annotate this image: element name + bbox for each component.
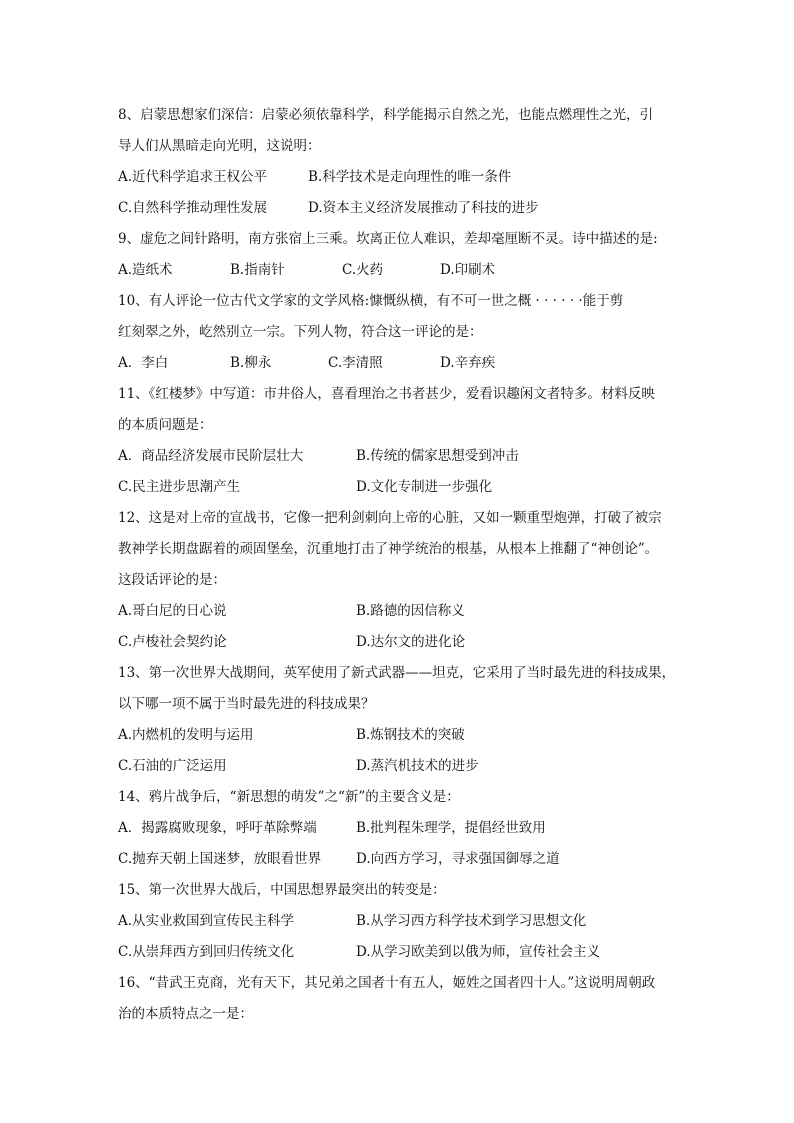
question-text: 13、第一次世界大战期间，英军使用了新式武器——坦克，它采用了当时最先进的科技成果， xyxy=(118,665,676,681)
option-b: B.传统的儒家思想受到冲击 xyxy=(356,448,519,464)
option-row xyxy=(118,193,678,224)
option-a: A.从实业救国到宣传民主科学 xyxy=(118,913,295,929)
option-d: D.从学习欧美到以俄为师，宣传社会主义 xyxy=(356,944,601,960)
option-d: D.文化专制进一步强化 xyxy=(356,479,493,495)
question-text: 治的本质特点之一是： xyxy=(118,1006,253,1022)
option-a: A.造纸术 xyxy=(118,262,173,278)
question-text: 12、这是对上帝的宣战书，它像一把利剑刺向上帝的心脏，又如一颗重型炮弹，打破了被宗 xyxy=(118,510,662,526)
option-row xyxy=(118,937,678,968)
question-text: 红刻翠之外，屹然别立一宗。下列人物，符合这一评论的是： xyxy=(118,324,483,340)
option-c: C.石油的广泛运用 xyxy=(118,758,227,774)
option-a: A．揭露腐败现象，呼吁革除弊端 xyxy=(118,820,317,836)
option-a: A.内燃机的发明与运用 xyxy=(118,727,254,743)
question-text: 8、启蒙思想家们深信：启蒙必须依靠科学，科学能揭示自然之光，也能点燃理性之光，引 xyxy=(118,107,654,123)
question-text: 教神学长期盘踞着的顽固堡垒，沉重地打击了神学统治的根基，从根本上推翻了“神创论”。 xyxy=(118,541,659,557)
option-d: D.蒸汽机技术的进步 xyxy=(356,758,479,774)
question-text: 的本质问题是： xyxy=(118,417,213,433)
option-row xyxy=(118,627,678,658)
option-row xyxy=(118,813,678,844)
question-16 xyxy=(118,968,678,1030)
option-row xyxy=(118,255,678,286)
option-b: B.批判程朱理学，提倡经世致用 xyxy=(356,820,546,836)
question-text: 10、有人评论一位古代文学家的文学风格:慷慨纵横，有不可一世之概 · · · · · ·能于剪 xyxy=(118,293,624,309)
option-row xyxy=(118,720,678,751)
option-b: B.柳永 xyxy=(230,355,272,371)
question-9 xyxy=(118,224,678,286)
option-b: B.从学习西方科学技术到学习思想文化 xyxy=(356,913,587,929)
option-a: A.近代科学追求王权公平 xyxy=(118,169,268,185)
question-14 xyxy=(118,782,678,875)
question-text: 9、虚危之间针路明，南方张宿上三乘。坎离正位人难识，差却毫厘断不灵。诗中描述的是: xyxy=(118,231,658,247)
option-b: B.指南针 xyxy=(230,262,285,278)
question-11 xyxy=(118,379,678,503)
option-b: B.路德的因信称义 xyxy=(356,603,465,619)
question-text: 这段话评论的是： xyxy=(118,572,226,588)
question-10 xyxy=(118,286,678,379)
question-text: 15、第一次世界大战后，中国思想界最突出的转变是： xyxy=(118,882,446,898)
option-a: A.哥白尼的日心说 xyxy=(118,603,227,619)
option-row xyxy=(118,348,678,379)
option-row xyxy=(118,751,678,782)
option-c: C.自然科学推动理性发展 xyxy=(118,200,268,216)
option-d: D.印刷术 xyxy=(440,262,496,278)
option-row xyxy=(118,844,678,875)
option-d: D.达尔文的进化论 xyxy=(356,634,466,650)
question-text: 16、“昔武王克商，光有天下，其兄弟之国者十有五人，姬姓之国者四十人。”这说明周朝政 xyxy=(118,975,656,991)
question-8 xyxy=(118,100,678,224)
option-d: D.辛弃疾 xyxy=(440,355,496,371)
option-c: C.从崇拜西方到回归传统文化 xyxy=(118,944,295,960)
question-text: 11、《红楼梦》中写道：市井俗人，喜看理治之书者甚少，爱看识趣闲文者特多。材料反映 xyxy=(118,386,655,402)
question-15 xyxy=(118,875,678,968)
option-c: C.抛弃天朝上国迷梦，放眼看世界 xyxy=(118,851,322,867)
option-row xyxy=(118,906,678,937)
option-d: D.向西方学习，寻求强国御辱之道 xyxy=(356,851,560,867)
option-b: B.炼钢技术的突破 xyxy=(356,727,465,743)
option-row xyxy=(118,596,678,627)
question-text: 以下哪一项不属于当时最先进的科技成果？ xyxy=(118,696,375,712)
question-text: 导人们从黑暗走向光明，这说明： xyxy=(118,138,321,154)
question-list xyxy=(118,100,678,1030)
option-c: C.民主进步思潮产生 xyxy=(118,479,241,495)
option-d: D.资本主义经济发展推动了科技的进步 xyxy=(308,200,539,216)
option-c: C.李清照 xyxy=(328,355,383,371)
option-a: A．商品经济发展市民阶层壮大 xyxy=(118,448,304,464)
option-row xyxy=(118,162,678,193)
option-c: C.卢梭社会契约论 xyxy=(118,634,227,650)
option-c: C.火药 xyxy=(342,262,384,278)
option-a: A．李白 xyxy=(118,355,169,371)
option-row xyxy=(118,441,678,472)
question-text: 14、鸦片战争后，“新思想的萌发”之“新”的主要含义是： xyxy=(118,789,460,805)
question-13 xyxy=(118,658,678,782)
option-b: B.科学技术是走向理性的唯一条件 xyxy=(308,169,512,185)
option-row xyxy=(118,472,678,503)
question-12 xyxy=(118,503,678,658)
